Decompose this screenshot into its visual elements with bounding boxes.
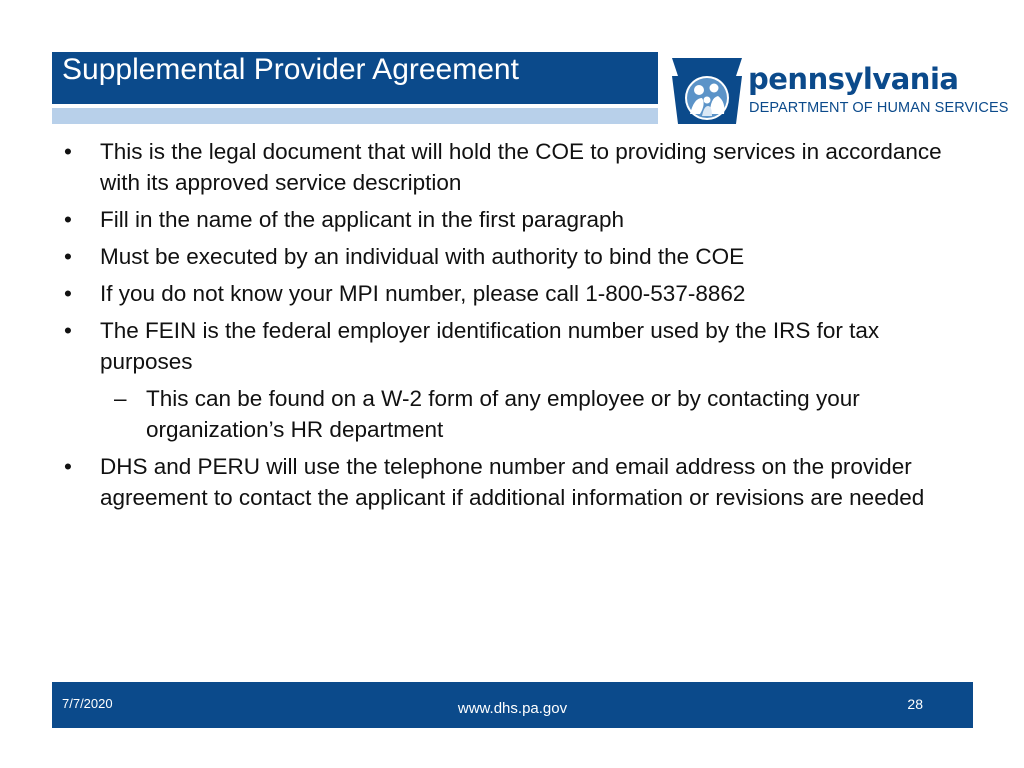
- bullet-text: If you do not know your MPI number, please call 1-800-537-8862: [100, 281, 746, 306]
- list-item: [58, 315, 968, 377]
- bullet-marker: •: [64, 244, 72, 269]
- footer-url: www.dhs.pa.gov: [457, 700, 568, 717]
- logo-wordmark: pennsylvania: [748, 62, 959, 96]
- footer-bar: [52, 682, 973, 728]
- bullet-marker: •: [64, 281, 72, 306]
- bullet-marker: •: [64, 139, 72, 164]
- sub-bullet-text: This can be found on a W-2 form of any employee or by contacting your organization’s HR department: [146, 386, 860, 442]
- list-item: [58, 241, 968, 272]
- bullet-list: [58, 136, 968, 519]
- bullet-marker: •: [64, 454, 72, 479]
- logo-subtitle: DEPARTMENT OF HUMAN SERVICES: [749, 100, 1009, 116]
- bullet-text: The FEIN is the federal employer identification number used by the IRS for tax purposes: [100, 318, 880, 374]
- dash-marker: –: [114, 386, 127, 411]
- keystone-family-icon: [670, 54, 744, 126]
- pa-dhs-logo: [670, 54, 1010, 126]
- bullet-text: Must be executed by an individual with authority to bind the COE: [100, 244, 745, 269]
- list-item: [58, 136, 968, 198]
- bullet-text: Fill in the name of the applicant in the first paragraph: [100, 207, 625, 232]
- list-item: [58, 278, 968, 309]
- footer-date: 7/7/2020: [62, 696, 113, 711]
- title-bar: [52, 52, 658, 104]
- bullet-marker: •: [64, 207, 72, 232]
- bullet-marker: •: [64, 318, 72, 343]
- list-item: [58, 204, 968, 235]
- slide-title: Supplemental Provider Agreement: [62, 53, 519, 86]
- sub-list-item: [58, 383, 968, 445]
- bullet-text: This is the legal document that will hold the COE to providing services in accordance with its approved service description: [100, 139, 942, 195]
- accent-stripe: [52, 106, 658, 124]
- list-item: [58, 451, 968, 513]
- bullet-text: DHS and PERU will use the telephone number and email address on the provider agreement to contact the applicant if additional information or revisions are needed: [100, 454, 925, 510]
- page-number: 28: [907, 696, 923, 712]
